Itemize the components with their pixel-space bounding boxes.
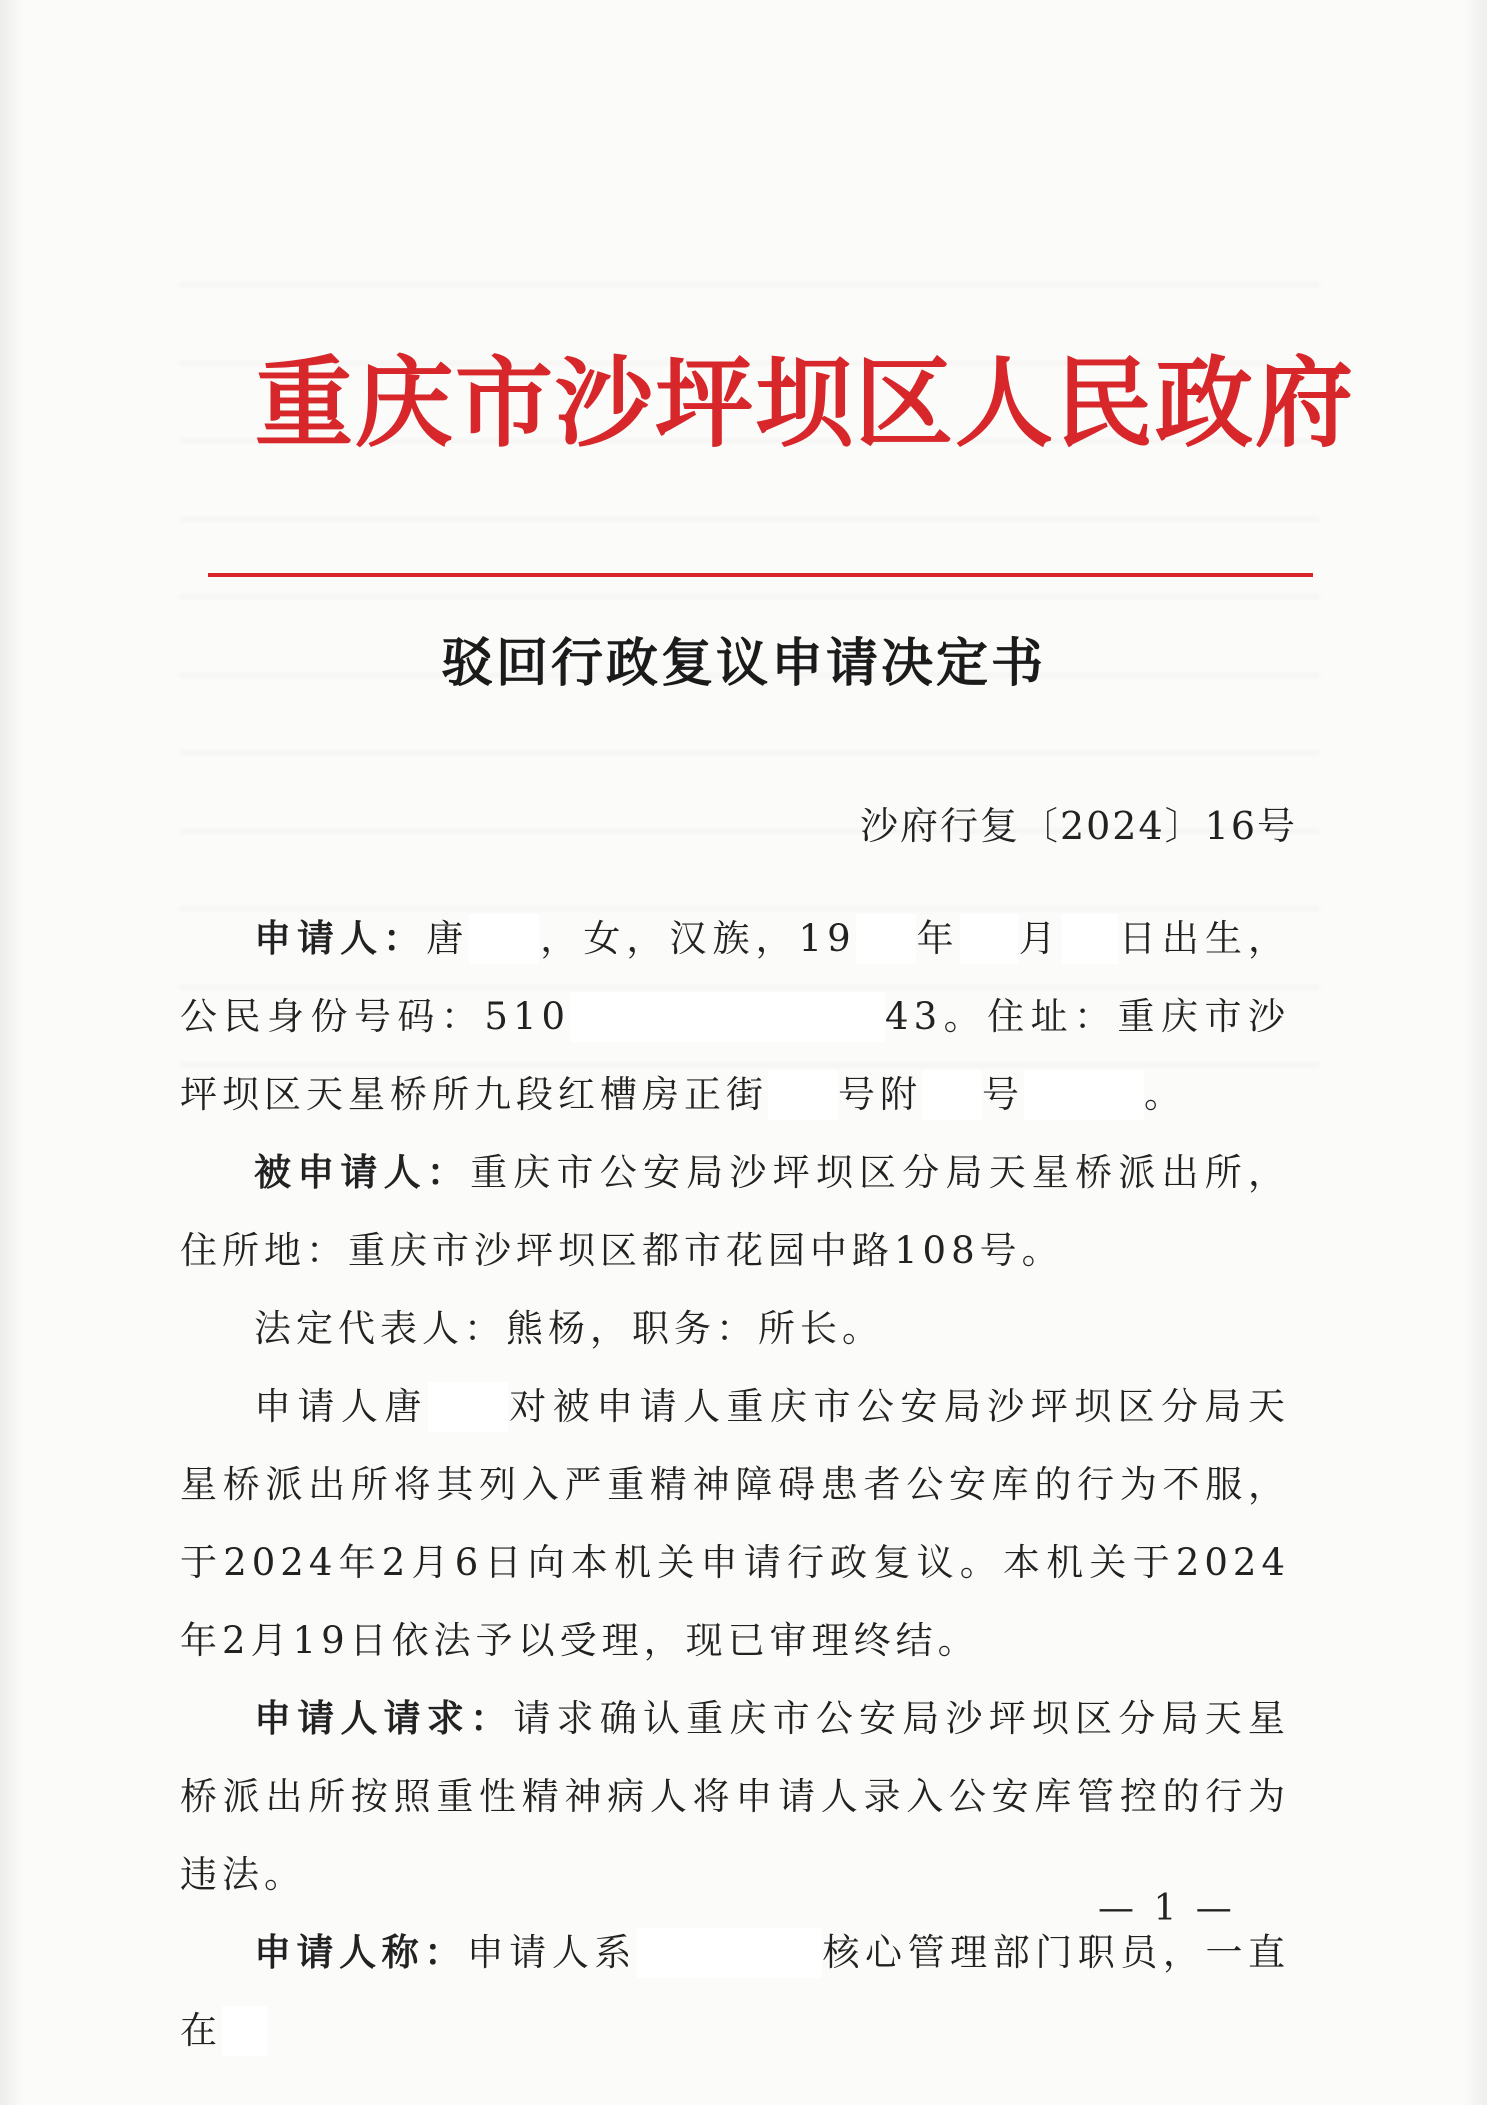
redaction-block — [469, 914, 539, 964]
redaction-block — [1024, 1070, 1144, 1120]
applicant-text-2: ，女，汉族，19 — [539, 917, 856, 960]
background-text-2: 对被申请人重庆市公安局沙坪坝区分局天星桥派出所将其列入严重精神障碍患者公安库的行为不服，于2024年2月6日向本机关申请行政复议。本机关于2024年2月19日依法予以受理，现已审理终结。 — [180, 1385, 1291, 1662]
applicant-label: 申请人： — [254, 917, 427, 960]
applicant-text-4: 月 — [1017, 917, 1062, 960]
claim-text-2: 核心管理部门职员，一直在 — [180, 1931, 1291, 2052]
request-label: 申请人请求： — [254, 1697, 514, 1740]
document-number: 沙府行复〔2024〕16号 — [859, 804, 1297, 848]
applicant-paragraph — [180, 900, 1290, 1134]
respondent-paragraph — [180, 1134, 1290, 1290]
claim-text-1: 申请人系 — [466, 1931, 637, 1974]
redaction-block — [922, 1070, 982, 1120]
redaction-block — [637, 1928, 822, 1978]
applicant-text-8: 号 — [982, 1073, 1024, 1116]
background-text-1: 申请人唐 — [254, 1385, 428, 1428]
document-title: 驳回行政复议申请决定书 — [440, 633, 1046, 694]
applicant-text-9: 。 — [1144, 1073, 1186, 1116]
redaction-block — [222, 2006, 267, 2056]
redaction-block — [960, 914, 1018, 964]
request-paragraph — [180, 1680, 1290, 1914]
issuer-header: 重庆市沙坪坝区人民政府 — [255, 346, 1356, 461]
request-text: 请求确认重庆市公安局沙坪坝区分局天星桥派出所按照重性精神病人将申请人录入公安库管控的行为违法。 — [180, 1697, 1291, 1896]
respondent-label: 被申请人： — [254, 1151, 471, 1194]
redaction-block — [1062, 914, 1118, 964]
redaction-block — [856, 914, 916, 964]
claim-label: 申请人称： — [254, 1931, 467, 1974]
representative-paragraph — [180, 1290, 1290, 1368]
applicant-text-7: 号附 — [838, 1073, 922, 1116]
applicant-text-3: 年 — [915, 917, 960, 960]
page-number: — 1 — — [1098, 1888, 1236, 1929]
applicant-text-5: 日出生，公民身份号码：510 — [180, 917, 1291, 1038]
page-edge-shadow-left — [0, 0, 24, 2105]
claim-paragraph — [180, 1914, 1290, 2070]
representative-text: 法定代表人：熊杨，职务：所长。 — [254, 1307, 884, 1350]
redaction-block — [570, 992, 885, 1042]
red-divider-line — [208, 573, 1313, 577]
applicant-text-1: 唐 — [426, 917, 470, 960]
respondent-text: 重庆市公安局沙坪坝区分局天星桥派出所，住所地：重庆市沙坪坝区都市花园中路108号。 — [180, 1151, 1291, 1272]
applicant-text-6: 43。住址：重庆市沙坪坝区天星桥所九段红槽房正街 — [180, 995, 1290, 1116]
redaction-block — [768, 1070, 838, 1120]
background-paragraph — [180, 1368, 1290, 1680]
redaction-block — [428, 1382, 508, 1432]
page-edge-shadow-right — [1463, 0, 1487, 2105]
